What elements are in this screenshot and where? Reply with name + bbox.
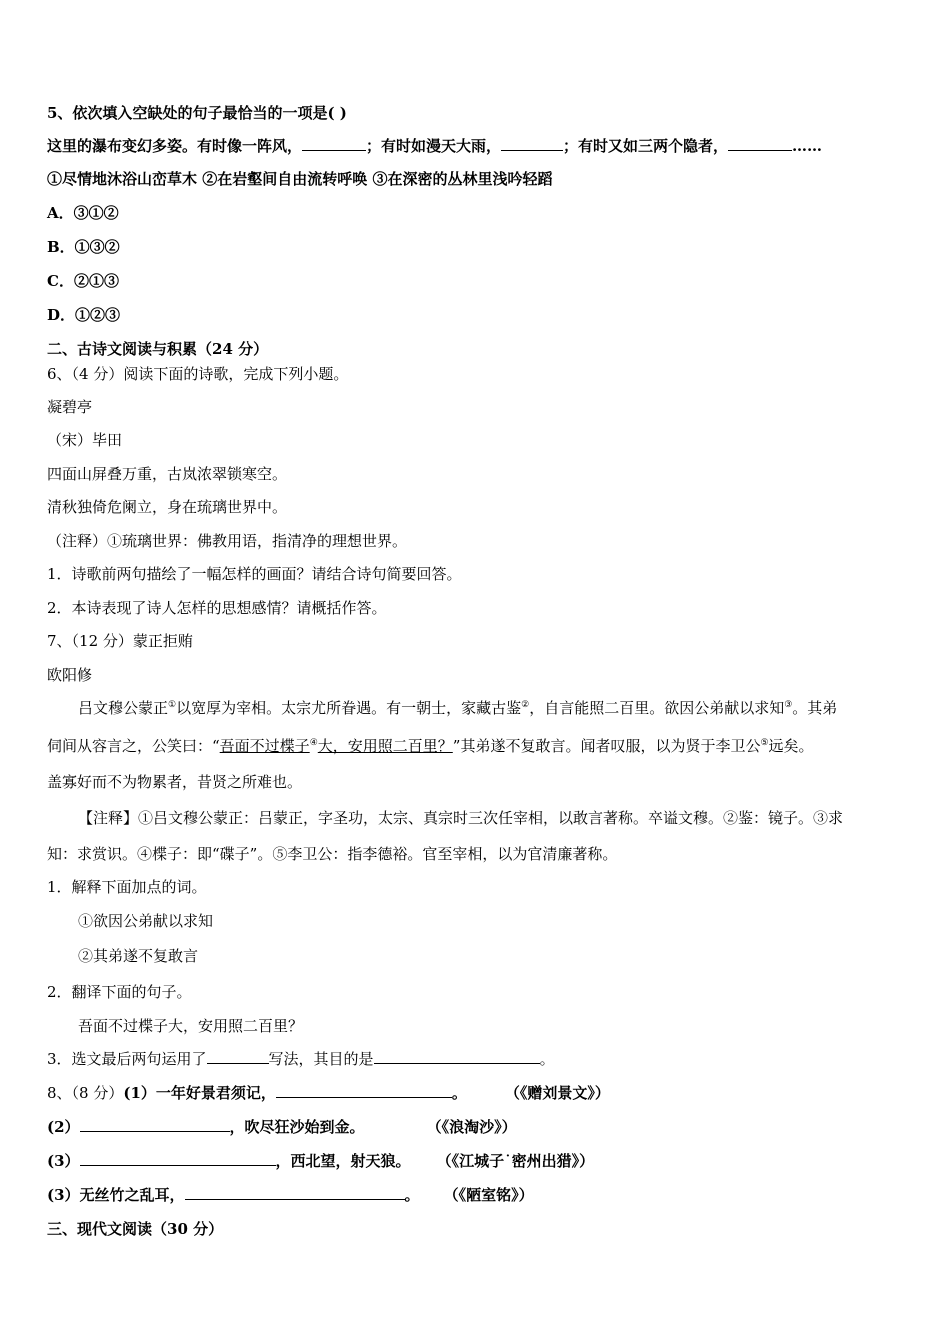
footnote-mark: ④ (309, 738, 318, 748)
q8-line (47, 1083, 610, 1103)
blank (728, 136, 792, 151)
text: (3）无丝竹之乱耳， (47, 1186, 185, 1204)
q5-stem: 5、依次填入空缺处的句子最恰当的一项是( ) (47, 104, 347, 122)
poem-note: （注释）①琉璃世界：佛教用语，指清净的理想世界。 (47, 532, 408, 550)
q8-line (47, 1117, 517, 1137)
text: 伺间从容言之，公笑曰：“ (47, 737, 220, 755)
footnote-mark: ① (168, 700, 177, 710)
poem-author: （宋）毕田 (47, 431, 123, 449)
q7-passage-line (47, 736, 814, 756)
text: ，吹尽狂沙始到金。 (229, 1118, 365, 1136)
q6-stem: 6、（4 分）阅读下面的诗歌，完成下列小题。 (47, 365, 349, 383)
poem-title: 凝碧亭 (47, 398, 93, 416)
q5-passage-part: ；有时又如三两个隐者， (563, 137, 729, 155)
text: 写法，其目的是 (268, 1050, 374, 1068)
q6-sub2: 2．本诗表现了诗人怎样的思想感情？请概括作答。 (47, 599, 387, 617)
q5-option-c: C．②①③ (47, 272, 119, 290)
text: ，自言能照二百里。欲因公弟献以求知 (529, 699, 785, 717)
text: 远矣。 (768, 737, 814, 755)
section-2-heading: 二、古诗文阅读与积累（24 分） (47, 340, 269, 358)
q5-option-a: A．③①② (47, 204, 119, 222)
underlined-sentence: 大，安用照二百里？ (317, 737, 453, 755)
source: （《赠刘景文》） (504, 1084, 610, 1102)
q7-note: 知：求赏识。④楪子：即“碟子”。⑤李卫公：指李德裕。官至宰相，以为官清廉著称。 (47, 845, 618, 863)
text: 吕文穆公蒙正 (78, 699, 169, 717)
blank (501, 136, 563, 151)
q7-sub1-item: ①欲因公弟献以求知 (78, 912, 214, 930)
poem-line: 四面山屏叠万重，古岚浓翠锁寒空。 (47, 465, 288, 483)
blank (374, 1049, 540, 1064)
blank (80, 1117, 230, 1132)
q7-author: 欧阳修 (47, 666, 93, 684)
text: (1）一年好景君须记， (123, 1084, 276, 1102)
q5-passage-part: ；有时如漫天大雨， (366, 137, 502, 155)
text: 。其弟 (792, 699, 838, 717)
source: （《浪淘沙》） (426, 1118, 517, 1136)
text: 3．选文最后两句运用了 (47, 1050, 207, 1068)
q7-sub3 (47, 1049, 555, 1069)
blank (80, 1151, 276, 1166)
q8-line (47, 1185, 534, 1205)
q5-option-d: D．①②③ (47, 306, 121, 324)
q7-sub2-item: 吾面不过楪子大，安用照二百里？ (78, 1017, 304, 1035)
text: ”其弟遂不复敢言。闻者叹服，以为贤于李卫公 (452, 737, 761, 755)
q5-option-b: B．①③② (47, 238, 120, 256)
footnote-mark: ⑤ (760, 738, 769, 748)
q5-passage-part: …… (792, 137, 823, 155)
text: 。 (451, 1084, 467, 1102)
text: 以宽厚为宰相。太宗尤所眷遇。有一朝士，家藏古鉴 (176, 699, 522, 717)
q7-note: 【注释】①吕文穆公蒙正：吕蒙正，字圣功，太宗、真宗时三次任宰相，以敢言著称。卒谥文穆。②鉴：镜子。③求 (78, 809, 844, 827)
source: （《陋室铭》） (443, 1186, 534, 1204)
text: (2） (47, 1118, 80, 1136)
blank (207, 1049, 269, 1064)
blank (302, 136, 366, 151)
text: 。 (404, 1186, 420, 1204)
blank (276, 1083, 452, 1098)
footnote-mark: ② (521, 700, 530, 710)
source: （《江城子˙密州出猎》） (436, 1152, 595, 1170)
q7-sub1-item: ②其弟遂不复敢言 (78, 947, 199, 965)
q5-passage (47, 136, 822, 156)
q7-sub2: 2．翻译下面的句子。 (47, 983, 192, 1001)
underlined-sentence: 吾面不过楪子 (219, 737, 310, 755)
text: (3） (47, 1152, 80, 1170)
q7-sub1: 1．解释下面加点的词。 (47, 878, 207, 896)
q8-line (47, 1151, 594, 1171)
q5-passage-part: 这里的瀑布变幻多姿。有时像一阵风， (47, 137, 303, 155)
q6-sub1: 1．诗歌前两句描绘了一幅怎样的画面？请结合诗句简要回答。 (47, 565, 462, 583)
text: 。 (539, 1050, 555, 1068)
poem-line: 清秋独倚危阑立，身在琉璃世界中。 (47, 498, 288, 516)
q7-passage-line (78, 698, 837, 718)
q5-sentences: ①尽情地沐浴山峦草木 ②在岩壑间自由流转呼唤 ③在深密的丛林里浅吟轻蹈 (47, 170, 553, 188)
q7-passage-line: 盖寡好而不为物累者，昔贤之所难也。 (47, 773, 303, 791)
footnote-mark: ③ (784, 700, 793, 710)
text: ，西北望，射天狼。 (275, 1152, 411, 1170)
text: 8、（8 分） (47, 1084, 124, 1102)
q7-stem: 7、（12 分）蒙正拒贿 (47, 632, 193, 650)
blank (185, 1185, 405, 1200)
section-3-heading: 三、现代文阅读（30 分） (47, 1220, 224, 1238)
